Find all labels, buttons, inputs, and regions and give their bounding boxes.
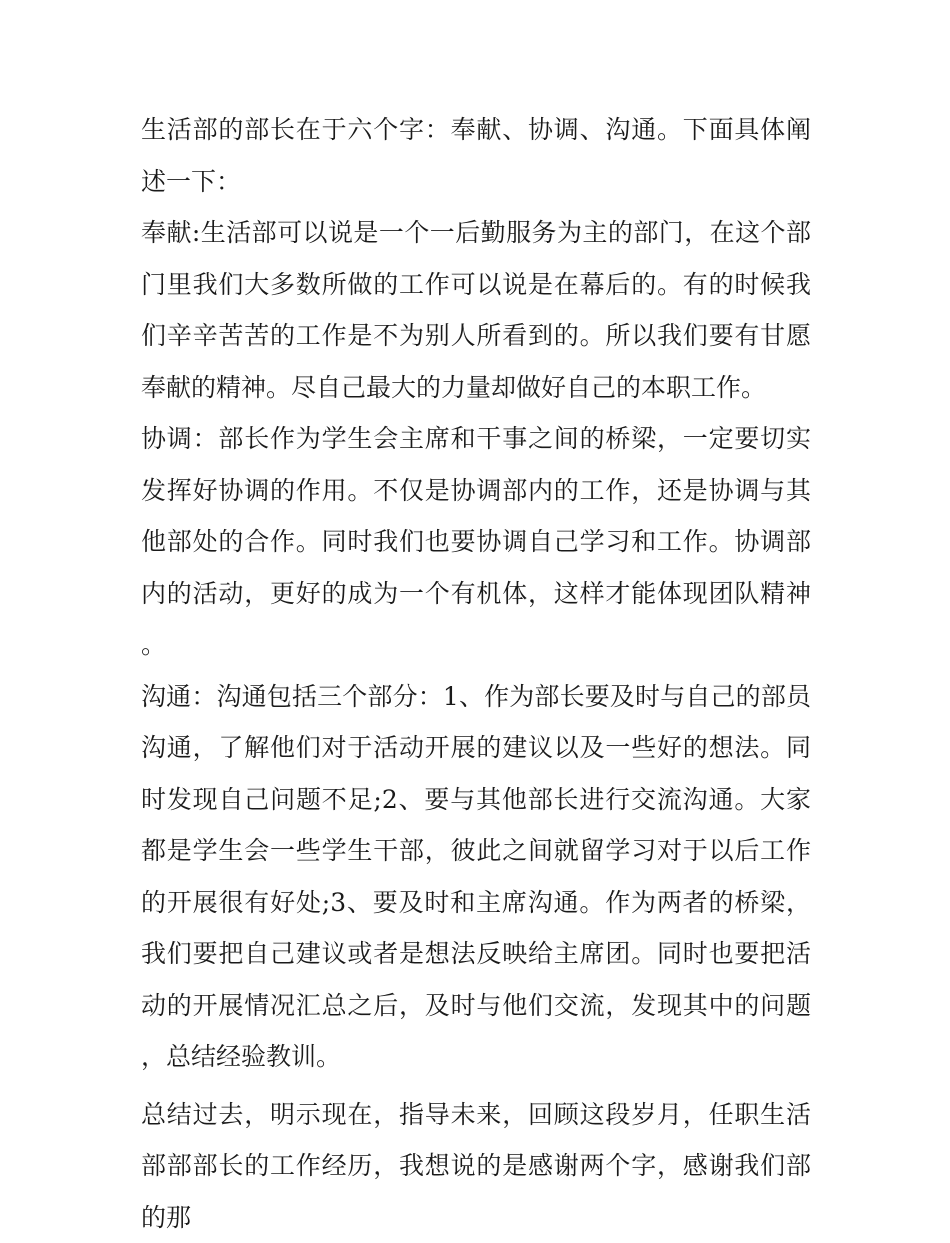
document-body — [141, 104, 811, 1243]
paragraph-dedication: 奉献:生活部可以说是一个一后勤服务为主的部门，在这个部门里我们大多数所做的工作可以说是在幕后的。有的时候我们辛辛苦苦的工作是不为别人所看到的。所以我们要有甘愿奉献的精神。尽自己最大的力量却做好自己的本职工作。 — [141, 207, 811, 413]
paragraph-coordination: 协调：部长作为学生会主席和干事之间的桥梁，一定要切实发挥好协调的作用。不仅是协调部内的工作，还是协调与其他部处的合作。同时我们也要协调自己学习和工作。协调部内的活动，更好的成为一个有机体，这样才能体现团队精神。 — [141, 413, 811, 671]
paragraph-intro: 生活部的部长在于六个字：奉献、协调、沟通。下面具体阐述一下： — [141, 104, 811, 207]
paragraph-summary: 总结过去，明示现在，指导未来，回顾这段岁月，任职生活部部部长的工作经历，我想说的是感谢两个字，感谢我们部的那 — [141, 1089, 811, 1243]
paragraph-communication: 沟通：沟通包括三个部分：1、作为部长要及时与自己的部员沟通，了解他们对于活动开展的建议以及一些好的想法。同时发现自己问题不足;2、要与其他部长进行交流沟通。大家都是学生会一些学生干部，彼此之间就留学习对于以后工作的开展很有好处;3、要及时和主席沟通。作为两者的桥梁，我们要把自己建议或者是想法反映给主席团。同时也要把活动的开展情况汇总之后，及时与他们交流，发现其中的问题，总结经验教训。 — [141, 671, 811, 1083]
